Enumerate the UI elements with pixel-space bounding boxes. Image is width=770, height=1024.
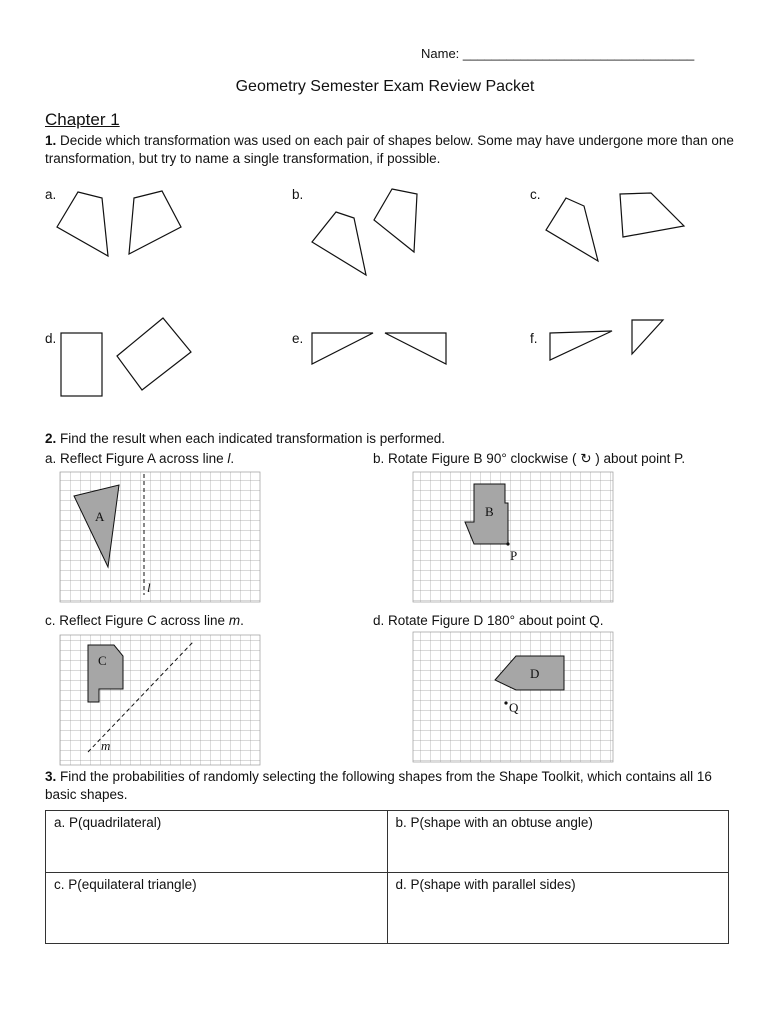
question-3-text <box>45 768 735 804</box>
q2c-var: m <box>228 613 241 628</box>
line-m-label: m <box>101 738 111 753</box>
figure-c-label: C <box>98 653 107 668</box>
grid-c <box>60 635 260 765</box>
figure-d-label: D <box>530 666 540 681</box>
q2c-prefix: c. Reflect Figure C across line <box>45 613 229 628</box>
q1-label-d: d. <box>45 331 57 346</box>
point-p-label: P <box>510 548 518 563</box>
prob-cell-c: c. P(equilateral triangle) <box>46 873 388 944</box>
q1-label-b: b. <box>292 187 304 202</box>
grid-d <box>413 632 613 762</box>
q2a-prefix: a. Reflect Figure A across line <box>45 451 228 466</box>
question-3-body: Find the probabilities of randomly selecting the following shapes from the Shape Toolkit, which contains all 16 basic shapes. <box>45 769 712 802</box>
name-label: Name: <box>421 46 460 61</box>
q2a-var: l <box>227 451 231 466</box>
line-l-label: l <box>147 580 151 595</box>
question-1-body: Decide which transformation was used on each pair of shapes below. Some may have undergone more than one transformation, but try to name a single transformation, if possible. <box>45 133 734 166</box>
q2b-suffix: ) about point P. <box>591 451 686 466</box>
point-q <box>504 701 507 704</box>
q1-label-e: e. <box>292 331 304 346</box>
q2b-prefix: b. Rotate Figure B 90° clockwise ( <box>373 451 581 466</box>
grid-b <box>413 472 613 602</box>
q1-label-c: c. <box>530 187 541 202</box>
probability-table <box>45 810 729 944</box>
point-p <box>506 542 509 545</box>
q1-label-a: a. <box>45 187 57 202</box>
q2d-caption: d. Rotate Figure D 180° about point Q. <box>373 613 604 628</box>
figure-b-label: B <box>485 504 494 519</box>
chapter-heading: Chapter 1 <box>45 110 120 129</box>
grid-a <box>60 472 260 602</box>
point-q-label: Q <box>509 700 519 715</box>
clockwise-icon: ↻ <box>580 451 592 466</box>
figure-a-label: A <box>95 509 105 524</box>
question-1-number: 1. <box>45 133 57 148</box>
question-3-number: 3. <box>45 769 57 784</box>
prob-cell-b: b. P(shape with an obtuse angle) <box>387 811 729 873</box>
prob-cell-a: a. P(quadrilateral) <box>46 811 388 873</box>
q1-label-f: f. <box>530 331 538 346</box>
question-2-body: Find the result when each indicated transformation is performed. <box>60 431 445 446</box>
prob-cell-d: d. P(shape with parallel sides) <box>387 873 729 944</box>
name-blank: ________________________________ <box>462 46 695 61</box>
q2c-suffix: . <box>240 613 244 628</box>
q2a-suffix: . <box>230 451 235 466</box>
question-2-number: 2. <box>45 431 57 446</box>
page-title: Geometry Semester Exam Review Packet <box>235 78 535 95</box>
